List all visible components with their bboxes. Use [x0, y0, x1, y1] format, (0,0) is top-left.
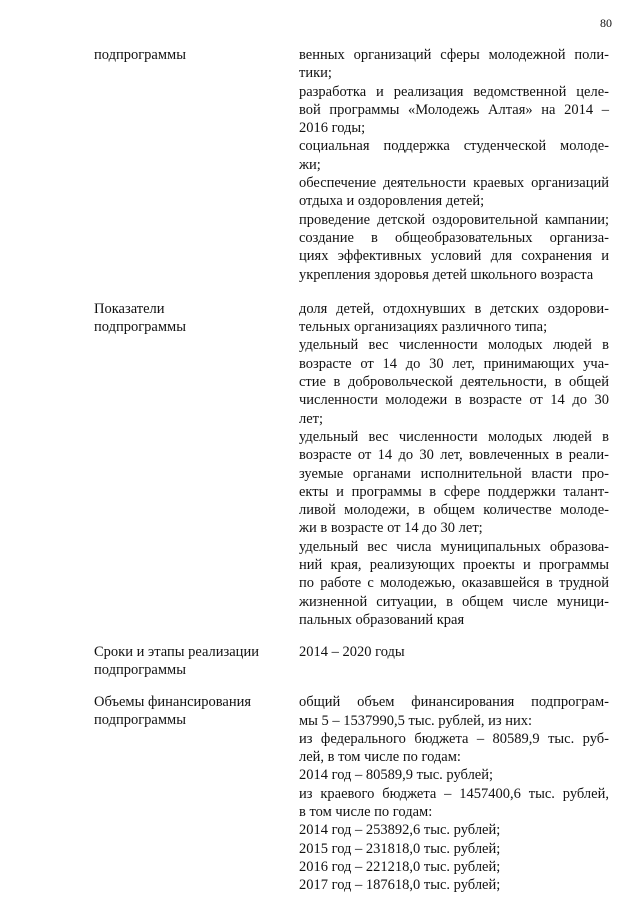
value-line: 2016 годы; [299, 120, 366, 137]
table-row-tasks-continuation [94, 46, 609, 284]
row-label [94, 643, 299, 679]
row-value [299, 46, 609, 284]
value-line: создание в общеобразовательных организа- [299, 229, 609, 246]
value-line: тики; [299, 65, 332, 82]
value-line: возрасте от 14 до 30 лет, принимающих уча- [299, 355, 609, 372]
page-number: 80 [600, 16, 612, 30]
value-line: 2014 год – 80589,9 тыс. рублей; [299, 767, 494, 784]
value-line: жи; [299, 156, 321, 173]
value-line: удельный вес числа муниципальных образова- [299, 538, 609, 555]
value-line: пальных образований края [299, 611, 465, 628]
value-line: из федерального бюджета – 80589,9 тыс. руб- [299, 730, 609, 747]
value-line: циях эффективных условий для сохранения и [299, 248, 609, 265]
row-label-line: Объемы финансирования [94, 694, 252, 711]
value-line: общий объем финансирования подпрограм- [299, 694, 609, 711]
row-label [94, 46, 299, 64]
value-line: зуемые органами исполнительной власти про- [299, 465, 609, 482]
value-line: 2014 год – 253892,6 тыс. рублей; [299, 822, 501, 839]
value-line: стие в добровольческой деятельности, в общей [299, 374, 609, 391]
value-line: лет; [299, 410, 324, 427]
value-line: мы 5 – 1537990,5 тыс. рублей, из них: [299, 712, 533, 729]
value-line: 2014 – 2020 годы [299, 644, 405, 661]
row-label-line: подпрограммы [94, 318, 186, 335]
value-line: венных организаций сферы молодежной поли- [299, 47, 609, 63]
value-line: удельный вес численности молодых людей в [299, 428, 609, 445]
value-line: численности молодежи в возрасте от 14 до 30 [299, 392, 609, 409]
value-line: возрасте от 14 до 30 лет, вовлеченных в реали- [299, 447, 609, 464]
value-line: жи в возрасте от 14 до 30 лет; [299, 520, 483, 537]
value-line: проведение детской оздоровительной кампании; [299, 211, 609, 228]
passport-table [94, 46, 609, 894]
value-line: ний края, реализующих проекты и программы [299, 557, 609, 574]
row-label [94, 300, 299, 336]
row-label-line: подпрограммы [94, 662, 186, 679]
value-line: отдыха и оздоровления детей; [299, 193, 485, 210]
table-row-financing [94, 693, 609, 894]
row-label-line: Показатели [94, 300, 165, 317]
value-line: 2017 год – 187618,0 тыс. рублей; [299, 877, 501, 894]
value-line: 2016 год – 221218,0 тыс. рублей; [299, 858, 501, 875]
value-line: лей, в том числе по годам: [299, 749, 461, 766]
value-line: укрепления здоровья детей школьного возраста [299, 266, 594, 283]
value-line: в том числе по годам: [299, 803, 433, 820]
value-line: из краевого бюджета – 1457400,6 тыс. рублей, [299, 785, 609, 802]
table-row-indicators [94, 300, 609, 629]
value-line: жизненной ситуации, в общем числе муници- [299, 593, 609, 610]
value-line: екты и программы в сфере поддержки талант- [299, 483, 609, 500]
value-line: тельных организациях различного типа; [299, 319, 548, 336]
value-line: доля детей, отдохнувших в детских оздорови- [299, 300, 609, 317]
table-row-terms [94, 643, 609, 679]
row-label [94, 693, 299, 729]
row-label-line: подпрограммы [94, 712, 186, 729]
value-line: вой программы «Молодежь Алтая» на 2014 – [299, 101, 609, 118]
row-value [299, 300, 609, 629]
row-label-line: подпрограммы [94, 47, 186, 63]
row-value [299, 693, 609, 894]
row-value [299, 643, 609, 661]
value-line: 2015 год – 231818,0 тыс. рублей; [299, 840, 501, 857]
value-line: по работе с молодежью, оказавшейся в трудной [299, 575, 609, 592]
value-line: социальная поддержка студенческой молоде- [299, 138, 609, 155]
value-line: удельный вес численности молодых людей в [299, 337, 609, 354]
value-line: обеспечение деятельности краевых организаций [299, 175, 609, 192]
value-line: разработка и реализация ведомственной целе- [299, 83, 609, 100]
row-label-line: Сроки и этапы реализации [94, 644, 259, 661]
value-line: ливой молодежи, в общем количестве молоде- [299, 502, 609, 519]
